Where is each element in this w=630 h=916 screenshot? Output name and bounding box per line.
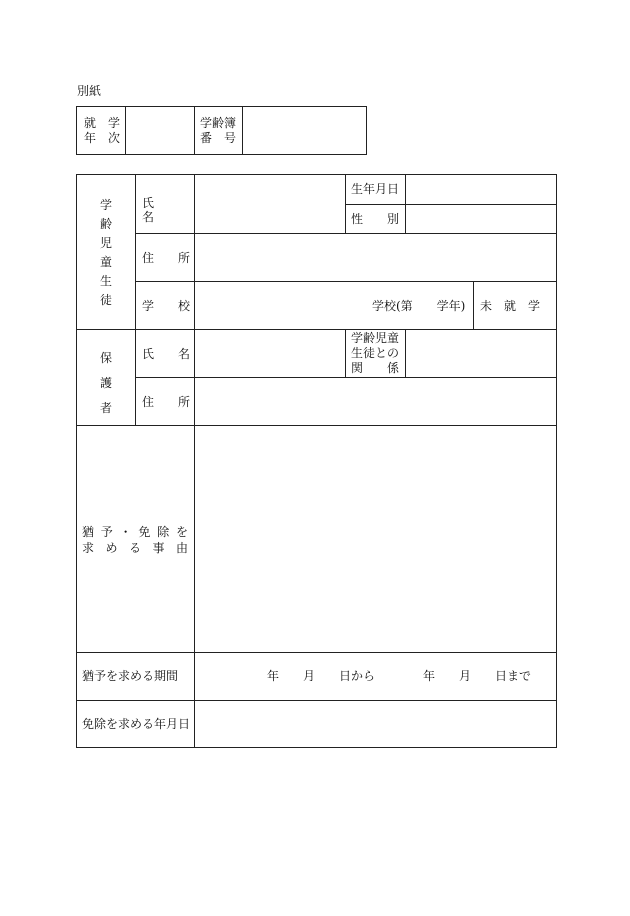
guardian-name-field[interactable]	[195, 330, 344, 376]
relation-label-3: 関 係	[351, 361, 400, 375]
relation-label-1: 学齢児童	[351, 331, 400, 345]
guardian-section-label: 保護者	[99, 351, 112, 415]
school-label: 学 校	[142, 299, 191, 313]
not-enrolled-option[interactable]: 未 就 学	[480, 299, 541, 313]
school-grade-text: 学校(第 学年)	[372, 299, 466, 313]
birthdate-field[interactable]	[406, 175, 556, 203]
child-address-field[interactable]	[195, 234, 556, 280]
register-number-field[interactable]	[243, 107, 366, 154]
exemption-date-label: 免除を求める年月日	[82, 717, 191, 731]
relation-label-2: 生徒との	[351, 346, 400, 360]
postpone-period-label: 猶予を求める期間	[82, 669, 179, 683]
guardian-name-label: 氏 名	[142, 347, 191, 361]
child-name-field[interactable]	[195, 175, 344, 232]
exemption-date-field[interactable]	[195, 701, 556, 747]
relation-field[interactable]	[406, 330, 556, 376]
grade-label-1: 就 学	[84, 116, 121, 130]
attachment-label: 別紙	[77, 84, 102, 98]
child-name-label: 氏 名	[142, 196, 179, 224]
sex-field[interactable]	[406, 205, 556, 232]
register-number-label-1: 学齢簿	[200, 116, 237, 130]
guardian-address-label: 住 所	[142, 395, 191, 409]
postpone-period-text[interactable]: 年 月 日から 年 月 日まで	[267, 669, 532, 683]
register-number-label-2: 番 号	[200, 131, 237, 145]
sex-label: 性 別	[351, 212, 400, 226]
school-field[interactable]	[195, 282, 365, 328]
birthdate-label: 生年月日	[351, 182, 400, 196]
grade-field[interactable]	[126, 107, 193, 154]
grade-label-2: 年 次	[84, 131, 121, 145]
child-section-label: 学齢児童生徒	[99, 198, 112, 307]
guardian-address-field[interactable]	[195, 378, 556, 424]
reason-label-line-1: 猶 予 ・ 免 除 を	[82, 525, 188, 539]
child-address-label: 住 所	[142, 251, 191, 265]
reason-label-line-2: 求 め る 事 由	[82, 541, 188, 555]
reason-field[interactable]	[195, 426, 556, 651]
